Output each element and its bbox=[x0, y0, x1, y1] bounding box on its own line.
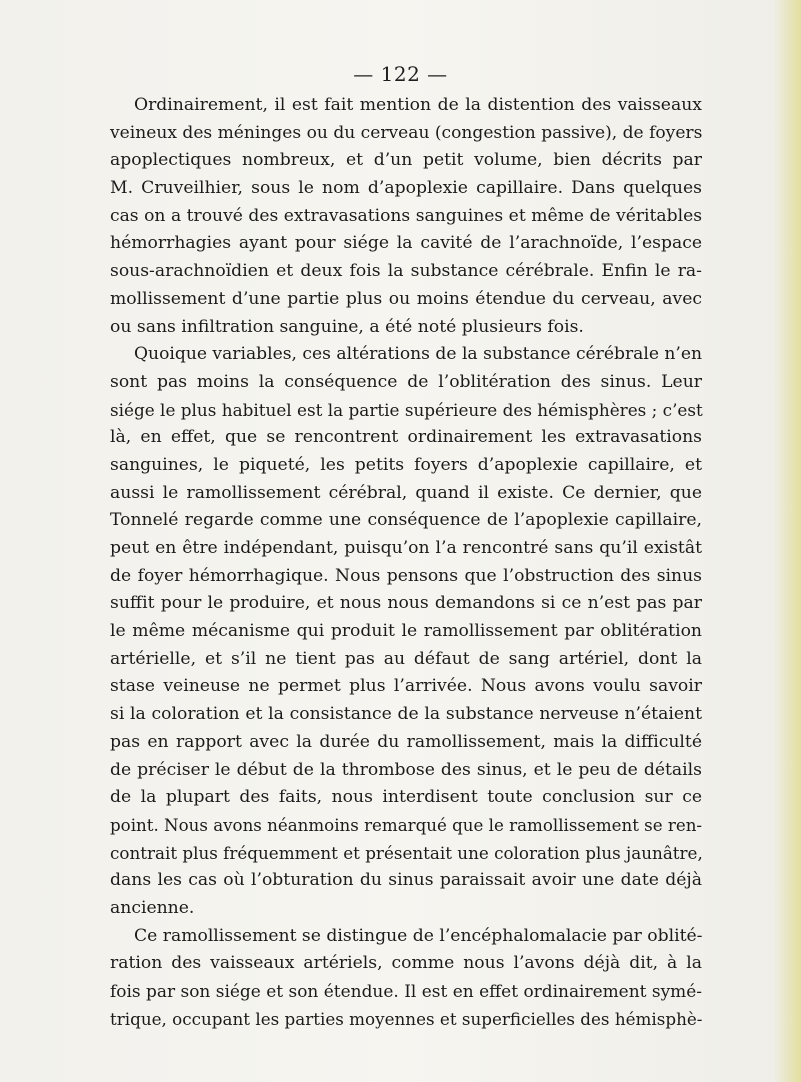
text-line: ration des vaisseaux artériels, comme nous l’avons déjà dit, à la bbox=[110, 953, 702, 974]
text-line: peut en être indépendant, puisqu’on l’a rencontré sans qu’il existât bbox=[110, 538, 702, 558]
text-line: de la plupart des faits, nous interdisent toute conclusion sur ce bbox=[110, 787, 702, 808]
text-line: stase veineuse ne permet plus l’arrivée. Nous avons voulu savoir bbox=[110, 676, 702, 697]
text-line: fois par son siége et son étendue. Il est en effet ordinairement symé- bbox=[110, 981, 702, 1001]
text-line: M. Cruveilhier, sous le nom d’apoplexie capillaire. Dans quelques bbox=[110, 178, 702, 199]
text-line: de foyer hémorrhagique. Nous pensons que l’obstruction des sinus bbox=[110, 565, 702, 586]
text-line: siége le plus habituel est la partie supérieure des hémisphères ; c’est bbox=[110, 399, 703, 420]
text-line: là, en effet, que se rencontrent ordinairement les extravasations bbox=[110, 427, 702, 448]
text-line: dans les cas où l’obturation du sinus paraissait avoir une date déjà bbox=[110, 870, 702, 891]
text-line: cas on a trouvé des extravasations sanguines et même de véritables bbox=[110, 205, 702, 226]
text-line: sous-arachnoïdien et deux fois la substance cérébrale. Enfin le ra- bbox=[110, 261, 702, 282]
text-line: trique, occupant les parties moyennes et superficielles des hémisphè- bbox=[110, 1008, 703, 1029]
text-line: Ordinairement, il est fait mention de la distention des vaisseaux bbox=[134, 95, 702, 115]
page-number: — 122 — bbox=[353, 62, 448, 86]
page-edge-shadow bbox=[773, 0, 801, 1082]
text-line: sont pas moins la conséquence de l’oblitération des sinus. Leur bbox=[110, 371, 702, 392]
text-line: le même mécanisme qui produit le ramollissement par oblitération bbox=[110, 621, 702, 642]
text-line: sanguines, le piqueté, les petits foyers d’apoplexie capillaire, et bbox=[110, 454, 702, 475]
text-line: pas en rapport avec la durée du ramollissement, mais la difficulté bbox=[110, 731, 702, 752]
text-line: veineux des méninges ou du cerveau (congestion passive), de foyers bbox=[110, 122, 703, 143]
text-line: ou sans infiltration sanguine, a été noté plusieurs fois. bbox=[110, 316, 584, 337]
text-line: apoplectiques nombreux, et d’un petit volume, bien décrits par bbox=[110, 150, 702, 171]
text-line: point. Nous avons néanmoins remarqué que le ramollissement se ren- bbox=[110, 815, 703, 835]
text-line: de préciser le début de la thrombose des sinus, et le peu de détails bbox=[110, 759, 702, 780]
text-line: aussi le ramollissement cérébral, quand il existe. Ce dernier, que bbox=[110, 482, 702, 503]
text-line: mollissement d’une partie plus ou moins étendue du cerveau, avec bbox=[110, 288, 702, 309]
text-line: ancienne. bbox=[110, 897, 195, 918]
text-line: artérielle, et s’il ne tient pas au défaut de sang artériel, dont la bbox=[110, 648, 702, 669]
text-line: si la coloration et la consistance de la substance nerveuse n’étaient bbox=[110, 704, 702, 725]
text-line: suffit pour le produire, et nous nous demandons si ce n’est pas par bbox=[110, 593, 702, 614]
text-line: Quoique variables, ces altérations de la substance cérébrale n’en bbox=[134, 344, 703, 365]
text-line: Ce ramollissement se distingue de l’encéphalomalacie par oblité- bbox=[134, 925, 703, 946]
text-line: hémorrhagies ayant pour siége la cavité de l’arachnoïde, l’espace bbox=[110, 233, 702, 254]
text-line: Tonnelé regarde comme une conséquence de l’apoplexie capillaire, bbox=[110, 510, 702, 531]
text-line: contrait plus fréquemment et présentait une coloration plus jaunâtre, bbox=[110, 842, 703, 863]
body-text bbox=[110, 92, 702, 1033]
